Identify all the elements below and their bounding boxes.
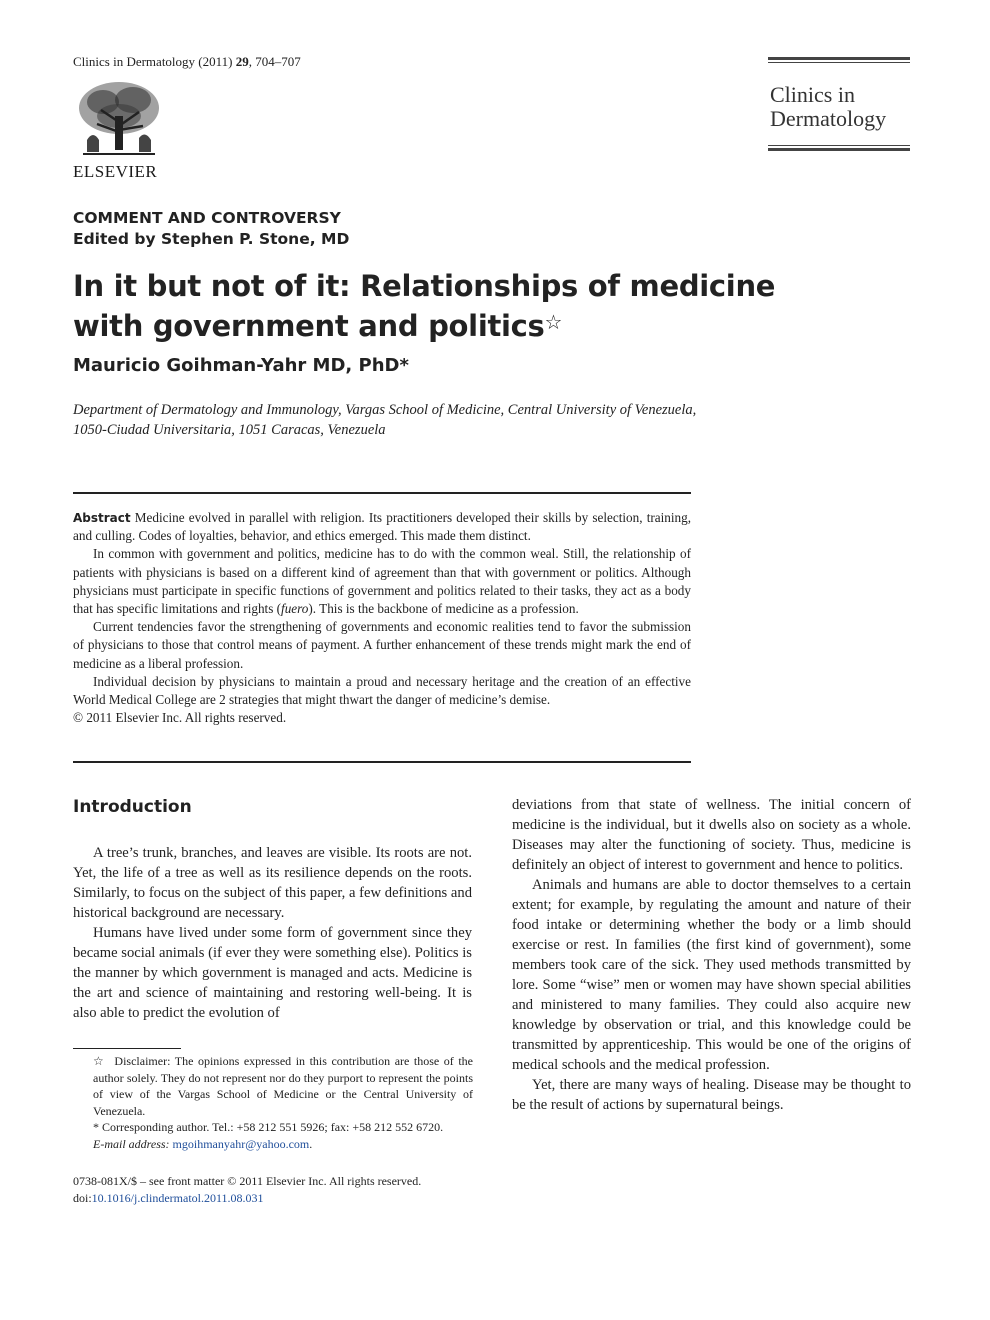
article-title-text: In it but not of it: Relationships of medicine with government and politics xyxy=(73,269,776,343)
abstract-p2-emphasis: fuero xyxy=(281,601,309,617)
publisher-name: ELSEVIER xyxy=(73,162,158,181)
abstract-copyright: © 2011 Elsevier Inc. All rights reserved. xyxy=(73,710,287,726)
elsevier-tree-icon xyxy=(73,80,165,160)
disclaimer-text: Disclaimer: The opinions expressed in this contribution are those of the author solely. They do not represent nor do they purport to represent the points of view of the Vargas School of Medicine or the Central University of Venezuela. xyxy=(93,1054,473,1118)
abstract-label: Abstract xyxy=(73,511,131,525)
issn-info xyxy=(73,1173,473,1207)
title-footnote-star-icon[interactable]: ☆ xyxy=(544,310,563,334)
disclaimer-star-icon: ☆ xyxy=(93,1054,106,1068)
footnotes xyxy=(73,1053,473,1153)
body-left-column xyxy=(73,843,472,1023)
abstract-p1-text: Medicine evolved in parallel with religion. Its practitioners developed their skills by selection, training, and culling. Codes of loyalties, behavior, and ethics emerged. This made them distinct. xyxy=(73,510,692,544)
citation-pages: , 704–707 xyxy=(248,54,301,69)
citation-volume: 29 xyxy=(235,54,249,69)
abstract-paragraph-4: Individual decision by physicians to maintain a proud and necessary heritage and the creation of an effective World Medical College are 2 strategies that might thwart the danger of medicine’s demise. xyxy=(73,673,691,708)
right-paragraph-2: Animals and humans are able to doctor themselves to a certain extent; for example, by regulating the amount and nature of their food intake or determining whether the body or a limb should exercise or rest. In families (the first kind of government), some members took care of the sick. They used methods transmitted by lore. Some “wise” men or women may have shown special abilities and ministered to many families. They could also acquire new knowledge by observation or trial, and this knowledge could be transmitted by apprenticeship. This would be one of the origins of medical schools and the medical profession. xyxy=(512,877,911,1073)
masthead-rule-bottom xyxy=(768,145,910,151)
right-paragraph-1: deviations from that state of wellness. The initial concern of medicine is the individual, but it dwells also on society as a whole. Diseases may alter the functioning of society. Thus, medicine is definitely an object of interest to government and hence to politics. xyxy=(512,797,911,873)
email-label: E-mail address: xyxy=(93,1136,170,1151)
article-title xyxy=(73,266,833,346)
elsevier-logo xyxy=(73,80,165,182)
journal-masthead xyxy=(768,57,910,151)
abstract-paragraph-3: Current tendencies favor the strengthening of governments and economic realities tend to favor the submission of physicians to those that control means of payment. A further enhancement of these trends might mark the end of medicine as a liberal profession. xyxy=(73,619,691,671)
introduction-heading: Introduction xyxy=(73,797,192,817)
left-paragraph-2: Humans have lived under some form of government since they became social animals (if ever they were something else). Politics is the manner by which government is managed and acts. Medicine is the art and science of maintaining and restoring well-being. It is also able to predict the evolution of xyxy=(73,925,472,1021)
email-end: . xyxy=(309,1136,313,1151)
journal-name xyxy=(768,63,910,145)
section-editor: Edited by Stephen P. Stone, MD xyxy=(73,230,350,248)
footnote-email xyxy=(73,1136,473,1153)
body-right-column xyxy=(512,795,911,1115)
abstract-paragraph-1 xyxy=(73,509,691,545)
abstract xyxy=(73,509,691,727)
section-label xyxy=(73,208,349,250)
left-paragraph-1: A tree’s trunk, branches, and leaves are visible. Its roots are not. Yet, the life of a tree as well as its resilience depends on the roots. Similarly, to focus on the subject of this paper, a few definitions and historical background are necessary. xyxy=(73,845,472,921)
doi-prefix: doi: xyxy=(73,1191,92,1205)
affiliation-line2: 1050-Ciudad Universitaria, 1051 Caracas, Venezuela xyxy=(73,422,386,438)
doi-link[interactable]: 10.1016/j.clindermatol.2011.08.031 xyxy=(91,1191,264,1205)
affiliation-line1: Department of Dermatology and Immunology, Vargas School of Medicine, Central University of Venezuela, xyxy=(73,402,697,418)
journal-citation xyxy=(73,54,301,70)
abstract-p2b-text: ). This is the backbone of medicine as a profession. xyxy=(308,601,579,617)
abstract-rule-top xyxy=(73,492,691,494)
abstract-rule-bottom xyxy=(73,761,691,763)
abstract-p2a-text: In common with government and politics, medicine has to do with the common weal. Still, the relationship of patients with physicians is based on a different kind of agreement than that with government or politics. Although physicians must participate in specific functions of government and politics related to their tasks, they act as a body that has specific limitations and rights ( xyxy=(73,546,691,617)
journal-name-line2: Dermatology xyxy=(770,106,887,131)
doi-line xyxy=(73,1190,473,1207)
abstract-paragraph-2 xyxy=(73,545,691,618)
issn-line: 0738-081X/$ – see front matter © 2011 Elsevier Inc. All rights reserved. xyxy=(73,1174,422,1188)
section-name: COMMENT AND CONTROVERSY xyxy=(73,209,341,227)
author-affiliation xyxy=(73,400,833,440)
right-paragraph-3: Yet, there are many ways of healing. Disease may be thought to be the result of actions by supernatural beings. xyxy=(512,1077,911,1113)
footnote-corresponding: * Corresponding author. Tel.: +58 212 551 5926; fax: +58 212 552 6720. xyxy=(93,1120,444,1135)
article-author: Mauricio Goihman-Yahr MD, PhD* xyxy=(73,355,409,376)
footnote-rule xyxy=(73,1048,181,1049)
journal-name-line1: Clinics in xyxy=(770,82,855,107)
citation-journal: Clinics in Dermatology (2011) xyxy=(73,54,233,69)
email-link[interactable]: mgoihmanyahr@yahoo.com xyxy=(172,1136,310,1151)
footnote-disclaimer xyxy=(73,1053,473,1119)
